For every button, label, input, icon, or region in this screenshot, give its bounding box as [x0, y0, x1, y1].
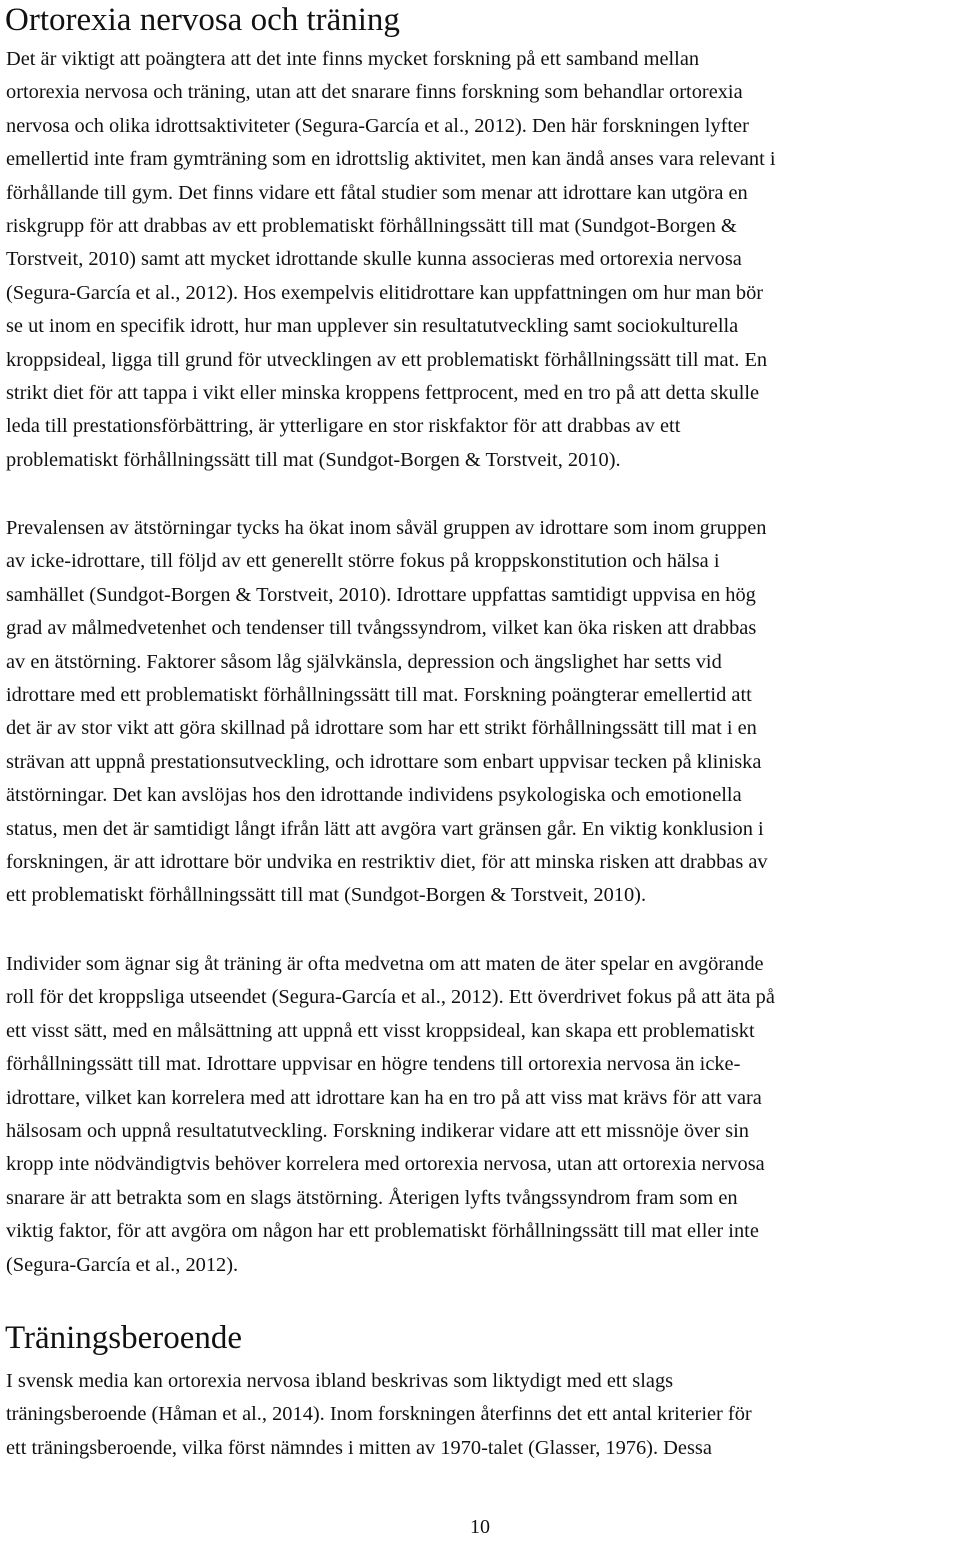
page-number: 10 — [470, 1516, 490, 1538]
text-line: idrottare, vilket kan korrelera med att idrottare kan ha en tro på att viss mat krävs för att vara — [6, 1086, 762, 1109]
text-line: emellertid inte fram gymträning som en idrottslig aktivitet, men kan ändå anses vara relevant i — [6, 148, 776, 171]
text-line: idrottare med ett problematiskt förhållningssätt till mat. Forskning poängterar emellertid att — [6, 683, 752, 706]
text-line: se ut inom en specifik idrott, hur man upplever sin resultatutveckling samt sociokulturella — [6, 315, 739, 338]
text-line: av icke-idrottare, till följd av ett generellt större fokus på kroppskonstitution och hälsa i — [6, 550, 720, 573]
text-line: Torstveit, 2010) samt att mycket idrottande skulle kunna associeras med ortorexia nervosa — [6, 248, 742, 271]
text-line: Prevalensen av ätstörningar tycks ha ökat inom såväl gruppen av idrottare som inom gruppen — [6, 517, 767, 539]
section-heading-traningsberoende: Träningsberoende — [5, 1320, 243, 1356]
text-line: strikt diet för att tappa i vikt eller minska kroppens fettprocent, med en tro på att detta skulle — [6, 381, 760, 404]
text-line: ett träningsberoende, vilka först nämndes i mitten av 1970-talet (Glasser, 1976). Dessa — [6, 1436, 712, 1459]
text-line: nervosa och olika idrottsaktiviteter (Segura-García et al., 2012). Den här forskningen lyfter — [6, 114, 749, 137]
text-line: viktig faktor, för att avgöra om någon har ett problematiskt förhållningssätt till mat eller inte — [6, 1220, 759, 1243]
text-line: riskgrupp för att drabbas av ett problematiskt förhållningssätt till mat (Sundgot-Borgen & — [6, 214, 737, 237]
text-line: ätstörningar. Det kan avslöjas hos den idrottande individens psykologiska och emotionella — [6, 784, 742, 807]
text-line: status, men det är samtidigt långt ifrån lätt att avgöra vart gränsen går. En viktig konklusion i — [6, 817, 764, 840]
paragraph-1 — [6, 43, 956, 477]
text-line: av en ätstörning. Faktorer såsom låg självkänsla, depression och ängslighet har setts vid — [6, 650, 722, 673]
text-line: Det är viktigt att poängtera att det inte finns mycket forskning på ett samband mellan — [6, 48, 700, 70]
text-line: ett visst sätt, med en målsättning att uppnå ett visst kroppsideal, kan skapa ett problematiskt — [6, 1019, 755, 1042]
text-line: hälsosam och uppnå resultatutveckling. Forskning indikerar vidare att ett missnöje över sin — [6, 1119, 749, 1142]
paragraph-4 — [6, 1365, 956, 1465]
text-line: strävan att uppnå prestationsutveckling, och idrottare som enbart uppvisar tecken på kliniska — [6, 750, 762, 773]
text-line: förhållningssätt till mat. Idrottare uppvisar en högre tendens till ortorexia nervosa än icke- — [6, 1053, 741, 1076]
text-line: (Segura-García et al., 2012). — [6, 1253, 239, 1276]
text-line: leda till prestationsförbättring, är ytterligare en stor riskfaktor för att drabbas av ett — [6, 415, 681, 438]
text-line: (Segura-García et al., 2012). Hos exempelvis elitidrottare kan uppfattningen om hur man bör — [6, 281, 764, 304]
text-line: ortorexia nervosa och träning, utan att det snarare finns forskning som behandlar ortorexia — [6, 81, 743, 104]
paragraph-3 — [6, 948, 956, 1282]
text-line: forskningen, är att idrottare bör undvika en restriktiv diet, för att minska risken att drabbas av — [6, 850, 768, 873]
text-line: det är av stor vikt att göra skillnad på idrottare som har ett strikt förhållningssätt till mat i en — [6, 717, 757, 740]
text-line: snarare är att betrakta som en slags ätstörning. Återigen lyfts tvångssyndrom fram som en — [6, 1186, 738, 1209]
text-line: ett problematiskt förhållningssätt till mat (Sundgot-Borgen & Torstveit, 2010). — [6, 884, 647, 907]
text-line: träningsberoende (Håman et al., 2014). Inom forskningen återfinns det ett antal kriterier för — [6, 1403, 752, 1426]
text-line: förhållande till gym. Det finns vidare ett fåtal studier som menar att idrottare kan utgöra en — [6, 181, 748, 204]
text-line: roll för det kroppsliga utseendet (Segura-García et al., 2012). Ett överdrivet fokus på att äta på — [6, 986, 775, 1009]
text-line: kroppsideal, ligga till grund för utvecklingen av ett problematiskt förhållningssätt till mat. En — [6, 348, 768, 371]
text-line: I svensk media kan ortorexia nervosa ibland beskrivas som liktydigt med ett slags — [6, 1370, 674, 1392]
text-line: problematiskt förhållningssätt till mat (Sundgot-Borgen & Torstveit, 2010). — [6, 448, 621, 471]
text-line: samhället (Sundgot-Borgen & Torstveit, 2010). Idrottare uppfattas samtidigt uppvisa en hög — [6, 583, 756, 606]
text-line: kropp inte nödvändigtvis behöver korrelera med ortorexia nervosa, utan att ortorexia nervosa — [6, 1153, 765, 1176]
text-line: grad av målmedvetenhet och tendenser till tvångssyndrom, vilket kan öka risken att drabbas — [6, 617, 757, 640]
text-line: Individer som ägnar sig åt träning är ofta medvetna om att maten de äter spelar en avgörande — [6, 953, 764, 975]
paragraph-2 — [6, 512, 956, 913]
section-heading-ortorexia: Ortorexia nervosa och träning — [5, 2, 400, 38]
